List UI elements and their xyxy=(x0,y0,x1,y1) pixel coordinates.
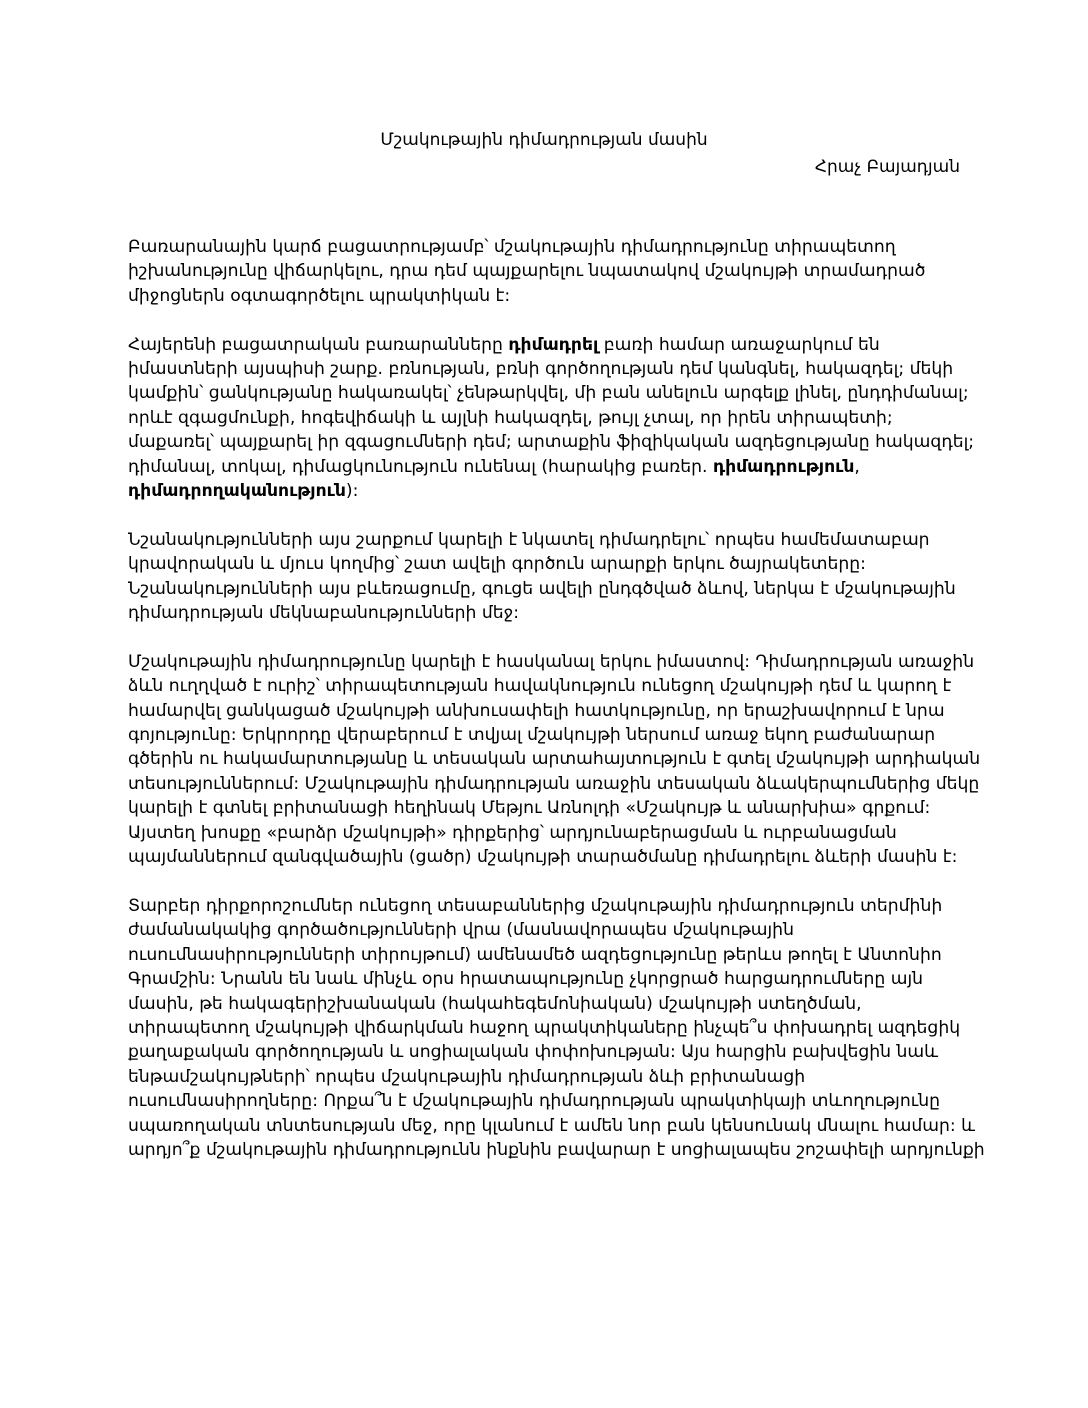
text-line xyxy=(128,577,962,601)
text-segment: ժամանակակից գործածությունների վրա (մասնավորապես մշակութային xyxy=(128,920,794,941)
text-segment: Նշանակությունների այս շարքում կարելի է նկատել դիմադրելու՝ որպես համեմատաբար xyxy=(128,529,930,550)
text-segment: ձևն ուղղված է ուրիշ՝ տիրապետության հավակնություն ունեցող մշակույթի դեմ և կարող է xyxy=(128,676,952,697)
text-line xyxy=(128,1089,962,1113)
text-segment: կրավորական և մյուս կողմից՝ շատ ավելի գործուն արարքի երկու ծայրակետերը: xyxy=(128,554,866,575)
document-title: Մշակութային դիմադրության մասին xyxy=(380,130,708,150)
text-segment: ուսումնասիրությունների տիրույթում) ամենամեծ ազդեցությունը թերևս թողել է Անտոնիո xyxy=(128,944,942,965)
text-line xyxy=(128,381,969,405)
text-segment: քաղաքական գործողության և սոցիալական փոփոխության: Այս հարցին բախվեցին նաև xyxy=(128,1042,939,1063)
paragraph xyxy=(128,528,962,626)
text-line xyxy=(128,406,962,430)
text-segment: արդյո՞ք մշակութային դիմադրությունն ինքնին բավարար է սոցիալապես շոշափելի արդյունքի xyxy=(128,1139,985,1160)
text-segment: իմաստների այսպիսի շարք. բռնության, բռնի գործողության դեմ կանգնել, հակազդել; մեկի xyxy=(128,359,954,380)
text-segment: իշխանությունը վիճարկելու, դրա դեմ պայքարելու նպատակով մշակույթի տրամադրած xyxy=(128,261,926,282)
text-segment: պայմաններում զանգվածային (ցածր) մշակույթի տարածմանը դիմադրելու ձևերի մասին է: xyxy=(128,847,958,868)
text-line xyxy=(128,284,962,308)
paragraph xyxy=(128,235,962,308)
text-segment: , xyxy=(854,456,860,477)
text-line xyxy=(128,699,962,723)
text-line xyxy=(128,601,962,625)
text-segment: Մշակութային դիմադրությունը կարելի է հասկանալ երկու իմաստով: Դիմադրության առաջին xyxy=(128,651,975,672)
text-line xyxy=(128,333,962,357)
text-segment: սպառողական տնտեսության մեջ, որը կլանում է ամեն նոր բան կենսունակ մնալու համար: և xyxy=(128,1115,976,1136)
text-segment: որևէ զգացմունքի, հոգեվիճակի և այլնի հակազդել, թույլ չտալ, որ իրեն տիրապետի; xyxy=(128,407,893,428)
text-segment: դիմադրության մեկնաբանությունների մեջ: xyxy=(128,603,520,624)
text-line xyxy=(128,259,962,283)
text-line xyxy=(128,528,962,552)
text-segment: Տարբեր դիրքորոշումներ ունեցող տեսաբաններից մշակութային դիմադրություն տերմինի xyxy=(128,895,943,916)
text-segment: Գրամշին: Նրանն են նաև մինչև օրս հրատապությունը չկորցրած հարցադրումները այն xyxy=(128,969,923,990)
text-line xyxy=(128,1016,962,1040)
bold-term: դիմադրել xyxy=(508,334,599,355)
text-segment: մաքառել՝ պայքարել իր զգացումների դեմ; արտաքին ֆիզիկական ազդեցությանը հակազդել; xyxy=(128,432,975,453)
text-line xyxy=(128,821,962,845)
text-segment: գծերին ու հակամարտությանը և տեսական արտահայտություն է գտել մշակույթի արդիական xyxy=(128,749,981,770)
paragraph xyxy=(128,894,985,1162)
text-line xyxy=(128,1138,985,1162)
text-line xyxy=(128,845,962,869)
text-segment: ուսումնասիրողները: Որքա՞ն է մշակութային դիմադրության պրակտիկայի տևողությունը xyxy=(128,1091,940,1112)
bold-term: դիմադրություն xyxy=(712,456,855,477)
document-author: Հրաչ Բայադյան xyxy=(814,157,960,177)
text-line xyxy=(128,552,962,576)
text-line xyxy=(128,1114,976,1138)
text-line xyxy=(128,235,962,259)
text-line xyxy=(128,1040,962,1064)
text-segment: Այստեղ խոսքը «բարձր մշակույթի» դիրքերից՝ արդյունաբերացման և ուրբանացման xyxy=(128,822,897,843)
text-line xyxy=(128,918,962,942)
text-line xyxy=(128,479,962,503)
text-line xyxy=(128,772,980,796)
text-line xyxy=(128,430,975,454)
text-segment: դիմանալ, տոկալ, դիմացկունություն ունենալ (հարակից բառեր. xyxy=(128,456,713,477)
text-segment: Հայերենի բացատրական բառարանները xyxy=(128,334,509,355)
text-segment: ենթամշակույթների՝ որպես մշակութային դիմադրության ձևի բրիտանացի xyxy=(128,1066,806,1087)
text-segment: գոյությունը: Երկրորդը վերաբերում է տվյալ մշակույթի ներսում առաջ եկող բաժանարար xyxy=(128,725,936,746)
text-line xyxy=(128,943,962,967)
text-segment: կամքին՝ ցանկությանը հակառակել՝ չենթարկվել, մի բան անելուն արգելք լինել, ընդդիմանալ; xyxy=(128,383,969,404)
text-line xyxy=(128,357,962,381)
paragraph xyxy=(128,333,975,504)
text-segment: միջոցներն օգտագործելու պրակտիկան է: xyxy=(128,285,511,306)
text-segment: ): xyxy=(345,481,359,502)
text-line xyxy=(128,992,962,1016)
text-line xyxy=(128,747,981,771)
text-line xyxy=(128,967,962,991)
document-body xyxy=(128,235,985,1187)
text-line xyxy=(128,1065,962,1089)
text-line xyxy=(128,796,962,820)
text-segment: մասին, թե հակագերիշխանական (հակահեգեմոնիական) մշակույթի ստեղծման, xyxy=(128,993,862,1014)
text-segment: Բառարանային կարճ բացատրությամբ՝ մշակութային դիմադրությունը տիրապետող xyxy=(128,237,896,257)
paragraph xyxy=(128,650,981,870)
text-segment: Նշանակությունների այս բևեռացումը, գուցե ավելի ընդգծված ձևով, ներկա է մշակութային xyxy=(128,578,956,599)
text-segment: տեսություններում: Մշակութային դիմադրության առաջին տեսական ձևակերպումներից մեկը xyxy=(128,773,980,794)
text-line xyxy=(128,894,962,918)
text-segment: կարելի է գտնել բրիտանացի հեղինակ Մեթյու Առնոլդի «Մշակույթ և անարխիա» գրքում: xyxy=(128,798,931,819)
text-segment: համարվել ցանկացած մշակույթի անխուսափելի հատկությունը, որ երաշխավորում է նրա xyxy=(128,700,945,721)
text-segment: բառի համար առաջարկում են xyxy=(598,334,880,355)
bold-term: դիմադրողականություն xyxy=(128,481,346,502)
text-segment: տիրապետող մշակույթի վիճարկման հաջող պրակտիկաները ինչպե՞ս փոխադրել ազդեցիկ xyxy=(128,1017,961,1038)
text-line xyxy=(128,455,962,479)
text-line xyxy=(128,674,962,698)
text-line xyxy=(128,723,962,747)
text-line xyxy=(128,650,975,674)
